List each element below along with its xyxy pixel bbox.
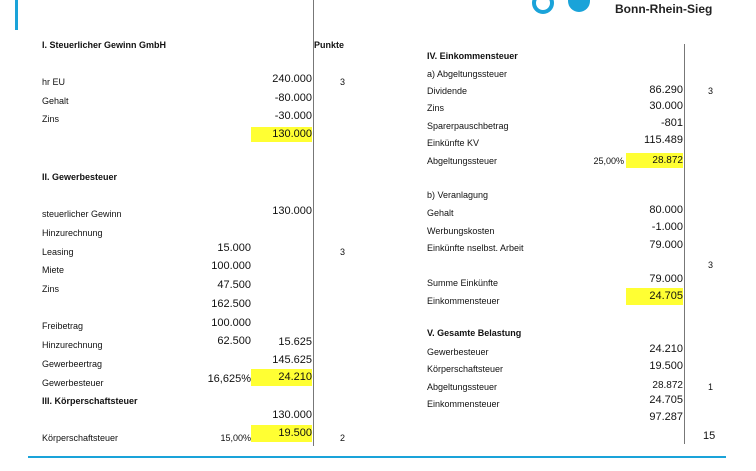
row-label: Dividende (427, 86, 468, 96)
row-subvalue: 100.000 (211, 260, 251, 272)
row-value: 130.000 (272, 409, 312, 421)
logo-ring-icon (532, 0, 554, 14)
row-value: 130.000 (272, 205, 312, 217)
row-points: 3 (708, 260, 714, 270)
row-rate: 16,625% (207, 373, 251, 385)
row-label: Gehalt (427, 208, 454, 218)
row-subvalue: 162.500 (211, 298, 251, 310)
row-label: Einkommensteuer (427, 296, 500, 306)
row-value: -801 (660, 117, 683, 129)
row-label: steuerlicher Gewinn (42, 209, 122, 219)
divider-left (313, 0, 314, 446)
bottom-rule (28, 456, 726, 458)
row-label: Zins (42, 284, 60, 294)
row-value: 15.625 (278, 336, 312, 348)
row-label: Sparerpauschbetrag (427, 121, 509, 131)
row-rate: 25,00% (593, 156, 624, 166)
section-title-gewinn: I. Steuerlicher Gewinn GmbH (42, 40, 167, 50)
row-label: Miete (42, 265, 65, 275)
row-value: 86.290 (649, 84, 683, 96)
row-label: hr EU (42, 77, 66, 87)
row-value: -30.000 (274, 110, 312, 122)
row-value: -1.000 (651, 221, 683, 233)
row-subvalue: 62.500 (217, 335, 251, 347)
row-label: Gewerbesteuer (427, 347, 489, 357)
row-label: Werbungskosten (427, 226, 495, 236)
row-value: 19.500 (649, 360, 683, 372)
row-label: Gewerbesteuer (42, 378, 104, 388)
row-value: -80.000 (274, 92, 312, 104)
abgeltungssteuer-total: 28.872 (626, 153, 683, 168)
subsection-title: b) Veranlagung (427, 190, 489, 200)
row-label: Hinzurechnung (42, 228, 103, 238)
row-value: 28.872 (652, 380, 683, 391)
row-value: 79.000 (649, 239, 683, 251)
row-points: 1 (708, 382, 714, 392)
divider-right (684, 44, 685, 444)
row-label: Körperschaftsteuer (42, 433, 119, 443)
grand-total: 97.287 (649, 411, 683, 423)
koerperschaftsteuer-total: 19.500 (251, 425, 312, 442)
total-points: 15 (703, 430, 716, 442)
row-label: Hinzurechnung (42, 340, 103, 350)
row-label: Freibetrag (42, 321, 84, 331)
row-label: Gehalt (42, 96, 69, 106)
row-value: 115.489 (644, 134, 683, 146)
points-header: Punkte (314, 40, 345, 50)
row-label: Körperschaftsteuer (427, 364, 504, 374)
section-title-gesamte-belastung: V. Gesamte Belastung (427, 328, 522, 338)
row-label: Leasing (42, 247, 74, 257)
subsection-title: a) Abgeltungssteuer (427, 69, 508, 79)
row-value: 30.000 (649, 100, 683, 112)
row-label: Zins (42, 114, 60, 124)
row-subvalue: 47.500 (217, 279, 251, 291)
row-points: 3 (340, 247, 346, 257)
row-points: 2 (340, 433, 346, 443)
accent-bar (15, 0, 18, 30)
row-value: 79.000 (649, 273, 683, 285)
section-title-einkommensteuer: IV. Einkommensteuer (427, 51, 518, 61)
einkommensteuer-total: 24.705 (626, 288, 683, 305)
row-label: Abgeltungssteuer (427, 156, 498, 166)
row-label: Einkünfte KV (427, 138, 480, 148)
section-title-koerperschaftsteuer: III. Körperschaftsteuer (42, 396, 138, 406)
gewinn-total: 130.000 (251, 127, 312, 142)
row-label: Zins (427, 103, 445, 113)
row-value: 80.000 (649, 204, 683, 216)
row-rate: 15,00% (220, 433, 251, 443)
row-subvalue: 100.000 (211, 317, 251, 329)
row-points: 3 (708, 86, 714, 96)
brand-name: Bonn-Rhein-Sieg (615, 2, 713, 16)
row-label: Abgeltungssteuer (427, 382, 498, 392)
row-label: Gewerbeertrag (42, 359, 103, 369)
row-value: 240.000 (272, 73, 312, 85)
row-value: 24.210 (649, 343, 683, 355)
row-value: 24.705 (649, 394, 683, 406)
row-value: 145.625 (272, 354, 312, 366)
row-label: Einkünfte nselbst. Arbeit (427, 243, 524, 253)
row-label: Einkommensteuer (427, 399, 500, 409)
section-title-gewerbesteuer: II. Gewerbesteuer (42, 172, 118, 182)
row-points: 3 (340, 77, 346, 87)
logo-dot-icon (568, 0, 590, 12)
gewerbesteuer-total: 24.210 (251, 369, 312, 386)
row-label: Summe Einkünfte (427, 278, 499, 288)
row-subvalue: 15.000 (217, 242, 251, 254)
